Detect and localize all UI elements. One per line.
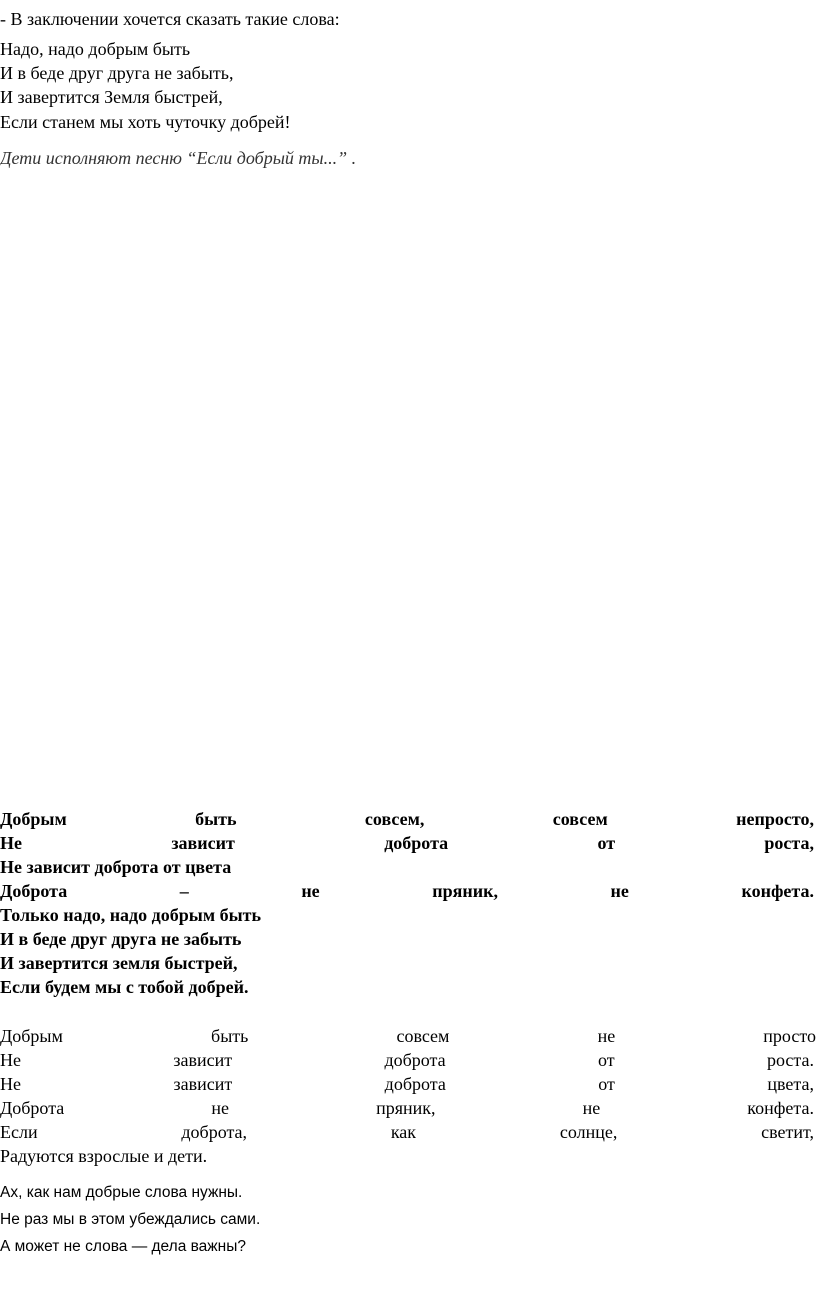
song-line-7: И завертится земля быстрей,: [0, 953, 238, 973]
song-line-3: Не зависит доброта от цвета: [0, 857, 232, 877]
word: совсем: [396, 1026, 450, 1046]
word: Не: [0, 1074, 21, 1094]
word: роста,: [764, 833, 814, 853]
word: непросто,: [736, 809, 814, 829]
word: от: [598, 1074, 615, 1094]
poem2-line-5: [0, 1120, 814, 1144]
song-line-1: [0, 807, 814, 831]
song-line-6: И в беде друг друга не забыть: [0, 929, 242, 949]
word: как: [390, 1122, 417, 1142]
poem1-line-4: Если станем мы хоть чуточку добрей!: [0, 112, 291, 132]
poem2-line-4: [0, 1096, 814, 1120]
word: совсем,: [364, 809, 425, 829]
song-line-5: Только надо, надо добрым быть: [0, 905, 262, 925]
word: быть: [211, 1026, 249, 1046]
word: доброта: [384, 833, 449, 853]
word: просто: [763, 1026, 816, 1046]
intro-line: - В заключении хочется сказать такие слова:: [0, 9, 340, 29]
word: Не: [0, 833, 22, 853]
word: доброта,: [181, 1122, 248, 1142]
song-line-8: Если будем мы с тобой добрей.: [0, 977, 249, 997]
word: от: [597, 833, 616, 853]
word: роста.: [766, 1050, 814, 1070]
poem1-line-1: Надо, надо добрым быть: [0, 39, 191, 59]
word: совсем: [552, 809, 608, 829]
word: пряник,: [432, 881, 498, 901]
word: не: [211, 1098, 229, 1118]
word: Добрым: [0, 809, 67, 829]
word: не: [597, 1026, 616, 1046]
song-line-4: [0, 879, 814, 903]
word: Доброта: [0, 881, 68, 901]
closing-line-3: А может не слова — дела важны?: [0, 1238, 246, 1255]
word: доброта: [384, 1050, 446, 1070]
word: пряник,: [376, 1098, 436, 1118]
poem1-line-3: И завертится Земля быстрей,: [0, 87, 223, 107]
poem2-line-3: [0, 1072, 814, 1096]
word: не: [301, 881, 320, 901]
word: от: [597, 1050, 615, 1070]
word: цвета,: [767, 1074, 814, 1094]
closing-line-2: Не раз мы в этом убеждались сами.: [0, 1211, 261, 1228]
word: конфета.: [741, 881, 814, 901]
word: зависит: [173, 1050, 233, 1070]
word: Добрым: [0, 1026, 63, 1046]
poem2-line-6: Радуются взрослые и дети.: [0, 1146, 208, 1166]
word: быть: [195, 809, 237, 829]
word: солнце,: [559, 1122, 618, 1142]
word: зависит: [171, 833, 235, 853]
word: Не: [0, 1050, 21, 1070]
word: Если: [0, 1122, 38, 1142]
word: доброта: [384, 1074, 446, 1094]
poem2-line-2: [0, 1048, 814, 1072]
stage-direction: Дети исполняют песню “Если добрый ты...” .: [0, 148, 357, 168]
word: зависит: [173, 1074, 233, 1094]
poem1-line-2: И в беде друг друга не забыть,: [0, 63, 234, 83]
word: не: [582, 1098, 601, 1118]
song-line-2: [0, 831, 814, 855]
word: светит,: [761, 1122, 814, 1142]
word: не: [610, 881, 629, 901]
word: Доброта: [0, 1098, 65, 1118]
poem2-line-1: [0, 1024, 816, 1048]
word: –: [179, 881, 189, 901]
word: конфета.: [747, 1098, 814, 1118]
closing-line-1: Ах, как нам добрые слова нужны.: [0, 1184, 243, 1201]
